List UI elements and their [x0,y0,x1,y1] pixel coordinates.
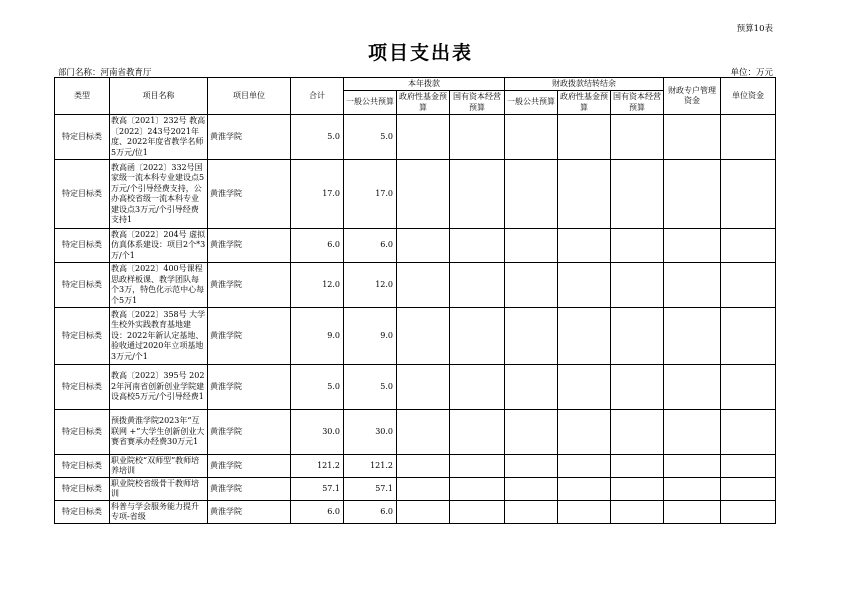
cell-project-name: 教高函〔2022〕332号国家级一流本科专业建设点5万元/个引导经费支持，公办高校省级一流本科专业建设点3万元/个引导经费支持1 [110,160,208,229]
cell-empty [397,365,450,410]
cell-empty [558,365,611,410]
cell-empty [664,308,721,365]
cell-empty [505,115,558,160]
cell-project-name: 教高〔2022〕358号 大学生校外实践教育基地建设：2022年新认定基地、验收通过2020年立项基地3万元/个1 [110,308,208,365]
cell-empty [721,455,776,478]
cell-empty [505,501,558,524]
cell-empty [450,263,505,308]
cell-empty [558,308,611,365]
cell-total: 9.0 [291,308,344,365]
cell-empty [664,160,721,229]
cell-empty [397,263,450,308]
header-total: 合计 [291,78,344,115]
cell-project-name: 预拨黄淮学院2023年“互联网 +”大学生创新创业大赛省赛承办经费30万元1 [110,410,208,455]
cell-empty [397,410,450,455]
cell-empty [450,365,505,410]
header-carry-state-capital: 国有资本经营预算 [611,91,664,115]
cell-empty [505,263,558,308]
cell-empty [450,115,505,160]
cell-empty [664,229,721,263]
header-unit-fund: 单位资金 [721,78,776,115]
cell-type: 特定目标类 [55,410,110,455]
cell-empty [611,160,664,229]
table-row [55,160,776,229]
cell-empty [611,501,664,524]
cell-empty [558,229,611,263]
header-current-year: 本年拨款 [344,78,505,91]
header-gov-fund: 政府性基金预算 [397,91,450,115]
cell-empty [611,410,664,455]
cell-project-unit: 黄淮学院 [208,263,291,308]
table-row [55,229,776,263]
cell-empty [505,455,558,478]
table-row [55,365,776,410]
cell-project-unit: 黄淮学院 [208,308,291,365]
header-general-public: 一般公共预算 [344,91,397,115]
cell-type: 特定目标类 [55,308,110,365]
cell-empty [450,501,505,524]
cell-empty [450,478,505,501]
cell-general-public: 57.1 [344,478,397,501]
cell-total: 121.2 [291,455,344,478]
cell-empty [397,308,450,365]
cell-project-name: 教高〔2021〕232号 教高〔2022〕243号2021年度、2022年度省教学名师5万元/位1 [110,115,208,160]
cell-type: 特定目标类 [55,455,110,478]
cell-project-name: 教高〔2022〕400号课程思政样板课、教学团队每个3万，特色化示范中心每个5万1 [110,263,208,308]
cell-total: 12.0 [291,263,344,308]
cell-project-name: 科普与学会服务能力提升专项-省级 [110,501,208,524]
header-project-name: 项目名称 [110,78,208,115]
cell-empty [558,160,611,229]
cell-empty [721,229,776,263]
cell-empty [664,455,721,478]
cell-empty [450,410,505,455]
cell-project-unit: 黄淮学院 [208,501,291,524]
cell-empty [505,365,558,410]
table-row [55,263,776,308]
cell-total: 5.0 [291,115,344,160]
cell-empty [664,478,721,501]
cell-empty [397,229,450,263]
page-title: 项目支出表 [367,42,473,64]
cell-empty [558,410,611,455]
table-row [55,501,776,524]
department-label: 部门名称： [58,68,101,78]
cell-empty [664,410,721,455]
cell-empty [558,478,611,501]
cell-empty [611,263,664,308]
cell-type: 特定目标类 [55,263,110,308]
cell-empty [558,501,611,524]
cell-empty [664,365,721,410]
table-row [55,478,776,501]
cell-general-public: 17.0 [344,160,397,229]
cell-empty [505,308,558,365]
cell-empty [611,308,664,365]
header-carry-general-public: 一般公共预算 [505,91,558,115]
cell-type: 特定目标类 [55,365,110,410]
cell-type: 特定目标类 [55,501,110,524]
cell-total: 30.0 [291,410,344,455]
table-row [55,410,776,455]
cell-empty [611,365,664,410]
cell-empty [721,365,776,410]
cell-type: 特定目标类 [55,115,110,160]
header-fiscal-special: 财政专户管理资金 [664,78,721,115]
cell-total: 57.1 [291,478,344,501]
cell-empty [397,160,450,229]
cell-empty [397,115,450,160]
cell-total: 6.0 [291,229,344,263]
cell-project-unit: 黄淮学院 [208,160,291,229]
cell-general-public: 5.0 [344,365,397,410]
table-row [55,115,776,160]
cell-empty [611,229,664,263]
cell-empty [611,115,664,160]
cell-empty [558,455,611,478]
header-type: 类型 [55,78,110,115]
table-row [55,308,776,365]
cell-project-unit: 黄淮学院 [208,229,291,263]
cell-project-unit: 黄淮学院 [208,115,291,160]
cell-general-public: 30.0 [344,410,397,455]
project-expenditure-table [54,77,776,524]
cell-empty [721,160,776,229]
cell-empty [721,263,776,308]
cell-empty [558,263,611,308]
cell-general-public: 6.0 [344,501,397,524]
cell-empty [611,478,664,501]
cell-empty [505,229,558,263]
cell-project-unit: 黄淮学院 [208,365,291,410]
cell-type: 特定目标类 [55,160,110,229]
cell-total: 17.0 [291,160,344,229]
cell-general-public: 12.0 [344,263,397,308]
cell-project-name: 职业院校“双师型”教师培养培训 [110,455,208,478]
cell-project-unit: 黄淮学院 [208,478,291,501]
cell-empty [450,229,505,263]
unit-label: 单位：万元 [730,68,773,78]
cell-general-public: 121.2 [344,455,397,478]
header-carry-gov-fund: 政府性基金预算 [558,91,611,115]
cell-project-unit: 黄淮学院 [208,455,291,478]
cell-empty [397,478,450,501]
table-row [55,455,776,478]
cell-empty [721,115,776,160]
cell-empty [505,478,558,501]
cell-empty [450,160,505,229]
cell-empty [450,308,505,365]
cell-total: 6.0 [291,501,344,524]
cell-total: 5.0 [291,365,344,410]
cell-general-public: 5.0 [344,115,397,160]
cell-empty [664,115,721,160]
cell-type: 特定目标类 [55,478,110,501]
cell-empty [664,501,721,524]
cell-project-name: 教高〔2022〕395号 2022年河南省创新创业学院建设高校5万元/个引导经费1 [110,365,208,410]
cell-type: 特定目标类 [55,229,110,263]
header-project-unit: 项目单位 [208,78,291,115]
header-carryover: 财政拨款结转结余 [505,78,664,91]
cell-project-unit: 黄淮学院 [208,410,291,455]
cell-empty [611,455,664,478]
cell-empty [721,501,776,524]
cell-general-public: 6.0 [344,229,397,263]
cell-empty [397,455,450,478]
cell-empty [664,263,721,308]
cell-project-name: 教高〔2022〕204号 虚拟仿真体系建设：项目2个*3万/个1 [110,229,208,263]
cell-empty [721,478,776,501]
header-state-capital: 国有资本经营预算 [450,91,505,115]
cell-empty [721,308,776,365]
department-name: 河南省教育厅 [100,68,152,78]
cell-empty [558,115,611,160]
cell-empty [505,410,558,455]
form-number: 预算10表 [736,24,773,34]
cell-empty [397,501,450,524]
cell-empty [450,455,505,478]
cell-empty [505,160,558,229]
cell-project-name: 职业院校省级骨干教师培训 [110,478,208,501]
cell-empty [721,410,776,455]
cell-general-public: 9.0 [344,308,397,365]
